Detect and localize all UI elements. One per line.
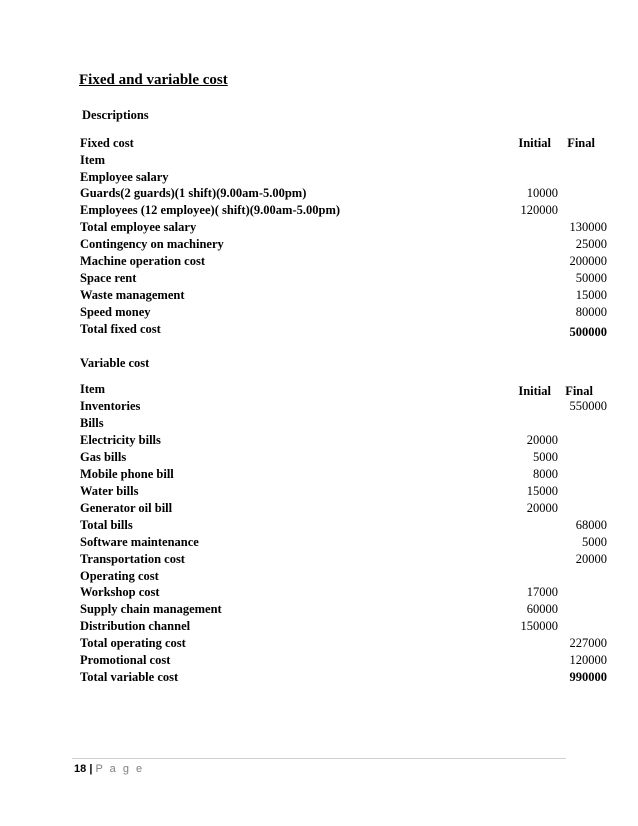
table-row bbox=[0, 552, 638, 568]
row-initial: 5000 bbox=[533, 450, 558, 464]
table-row bbox=[0, 653, 638, 669]
table-row bbox=[0, 170, 638, 186]
row-initial: 8000 bbox=[533, 467, 558, 481]
row-label: Promotional cost bbox=[80, 653, 171, 667]
initial-column-header: Initial bbox=[518, 384, 551, 398]
table-row bbox=[0, 433, 638, 449]
table-row bbox=[0, 602, 638, 618]
row-label: Machine operation cost bbox=[80, 254, 205, 268]
fixed-header-row bbox=[0, 136, 638, 152]
row-initial: 20000 bbox=[526, 433, 558, 447]
table-row bbox=[0, 585, 638, 601]
table-row bbox=[0, 416, 638, 432]
table-row bbox=[0, 636, 638, 652]
row-final: 227000 bbox=[569, 636, 607, 650]
row-label: Total operating cost bbox=[80, 636, 186, 650]
table-row bbox=[0, 535, 638, 551]
row-label: Total bills bbox=[80, 518, 133, 532]
row-label: Mobile phone bill bbox=[80, 467, 174, 481]
variable-cost-title: Variable cost bbox=[80, 356, 150, 370]
footer-separator: | bbox=[89, 763, 93, 775]
row-label: Transportation cost bbox=[80, 552, 185, 566]
table-row bbox=[0, 203, 638, 219]
row-label: Operating cost bbox=[80, 569, 159, 583]
table-row bbox=[0, 450, 638, 466]
row-final: 130000 bbox=[569, 220, 607, 234]
row-label: Employees (12 employee)( shift)(9.00am-5.00pm) bbox=[80, 203, 341, 217]
row-label: Bills bbox=[80, 416, 104, 430]
row-final: 15000 bbox=[575, 288, 607, 302]
row-initial: 150000 bbox=[520, 619, 558, 633]
row-label: Generator oil bill bbox=[80, 501, 173, 515]
table-row bbox=[0, 484, 638, 500]
row-final: 120000 bbox=[569, 653, 607, 667]
row-final: 25000 bbox=[575, 237, 607, 251]
row-final: 68000 bbox=[575, 518, 607, 532]
row-label: Inventories bbox=[80, 399, 141, 413]
table-row bbox=[0, 569, 638, 585]
row-final: 500000 bbox=[569, 325, 607, 339]
table-row bbox=[0, 305, 638, 321]
row-final: 550000 bbox=[569, 399, 607, 413]
total-row bbox=[0, 322, 638, 338]
row-initial: 20000 bbox=[526, 501, 558, 515]
initial-column-header: Initial bbox=[518, 136, 551, 150]
row-final: 50000 bbox=[575, 271, 607, 285]
row-initial: 17000 bbox=[526, 585, 558, 599]
row-label: Space rent bbox=[80, 271, 137, 285]
row-label: Employee salary bbox=[80, 170, 169, 184]
page-footer bbox=[74, 763, 144, 775]
row-initial: 60000 bbox=[526, 602, 558, 616]
page-number: 18 bbox=[74, 763, 87, 775]
page-heading: Fixed and variable cost bbox=[79, 72, 228, 88]
row-final: 5000 bbox=[582, 535, 607, 549]
row-initial: 15000 bbox=[526, 484, 558, 498]
table-row bbox=[0, 254, 638, 270]
row-label: Guards(2 guards)(1 shift)(9.00am-5.00pm) bbox=[80, 186, 307, 200]
row-label: Workshop cost bbox=[80, 585, 160, 599]
table-row bbox=[0, 619, 638, 635]
table-row bbox=[0, 288, 638, 304]
row-label: Waste management bbox=[80, 288, 185, 302]
row-label: Distribution channel bbox=[80, 619, 191, 633]
final-column-header: Final bbox=[567, 136, 595, 150]
table-row bbox=[0, 271, 638, 287]
variable-title-row bbox=[0, 356, 638, 372]
row-label: Contingency on machinery bbox=[80, 237, 224, 251]
row-final: 20000 bbox=[575, 552, 607, 566]
row-label: Electricity bills bbox=[80, 433, 161, 447]
variable-header-row bbox=[0, 382, 638, 398]
table-row bbox=[0, 220, 638, 236]
row-label: Speed money bbox=[80, 305, 151, 319]
row-final: 80000 bbox=[575, 305, 607, 319]
table-row bbox=[0, 186, 638, 202]
row-label: Total variable cost bbox=[80, 670, 179, 684]
table-row bbox=[0, 467, 638, 483]
row-initial: 10000 bbox=[526, 186, 558, 200]
row-label: Total fixed cost bbox=[80, 322, 161, 336]
table-row bbox=[0, 518, 638, 534]
row-label: Water bills bbox=[80, 484, 139, 498]
page-word: P a g e bbox=[95, 763, 145, 775]
row-label: Supply chain management bbox=[80, 602, 222, 616]
table-row bbox=[0, 153, 638, 169]
row-label: Item bbox=[80, 153, 105, 167]
item-column-header: Item bbox=[80, 382, 105, 396]
descriptions-label: Descriptions bbox=[82, 108, 149, 122]
row-label: Software maintenance bbox=[80, 535, 199, 549]
row-final: 200000 bbox=[569, 254, 607, 268]
row-label: Gas bills bbox=[80, 450, 127, 464]
final-column-header: Final bbox=[565, 384, 593, 398]
row-label: Total employee salary bbox=[80, 220, 197, 234]
row-final: 990000 bbox=[569, 670, 607, 684]
total-row bbox=[0, 670, 638, 686]
table-row bbox=[0, 501, 638, 517]
table-row bbox=[0, 237, 638, 253]
footer-divider bbox=[72, 758, 566, 759]
table-row bbox=[0, 399, 638, 415]
fixed-cost-title: Fixed cost bbox=[80, 136, 134, 150]
row-initial: 120000 bbox=[520, 203, 558, 217]
